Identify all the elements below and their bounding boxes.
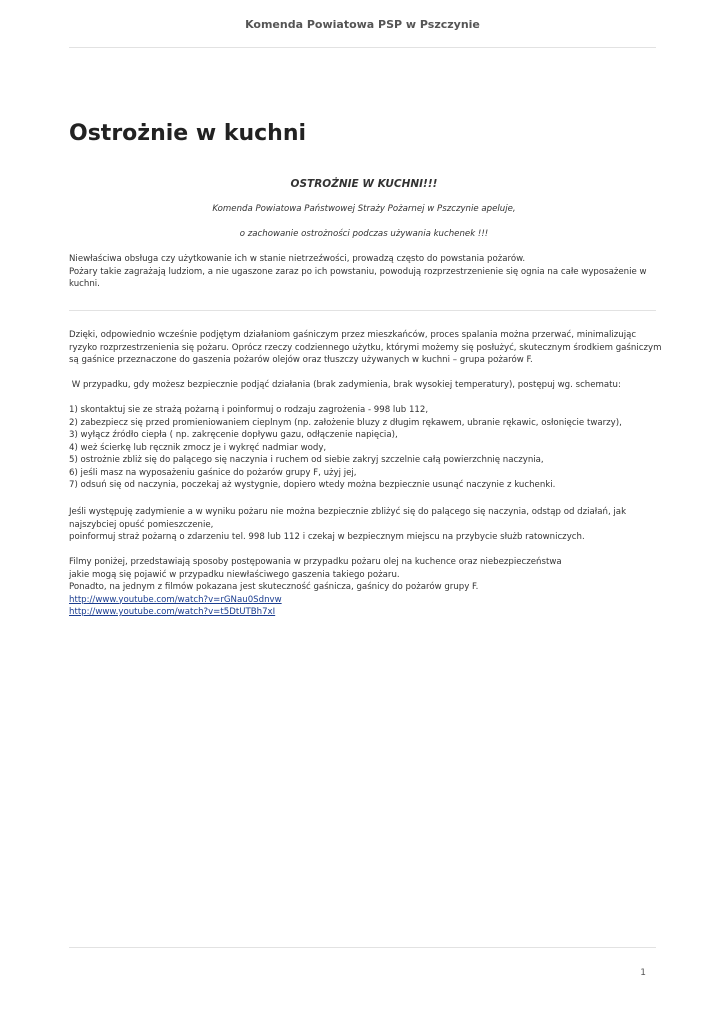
appeal-line-2: o zachowanie ostrożności podczas używania kuchenek !!!: [239, 229, 489, 239]
text-line: Jeśli występuję zadymienie a w wyniku pożaru nie można bezpiecznie zbliżyć się do palącego się naczynia, odstąp od działań, jak: [69, 507, 627, 517]
text-line: Niewłaściwa obsługa czy użytkowanie ich w stanie nietrzeźwości, prowadzą często do powstania pożarów.: [69, 254, 526, 264]
list-item: 7) odsuń się od naczynia, poczekaj aż wystygnie, dopiero wtedy można bezpiecznie usunąć naczynie z kuchenki.: [69, 480, 556, 490]
list-item: 5) ostrożnie zbliż się do palącego się naczynia i ruchem od siebie zakryj szczelnie całą powierzchnię naczynia,: [69, 455, 544, 465]
text-line: kuchni.: [69, 279, 100, 289]
steps-list: [69, 404, 659, 492]
text-line: poinformuj straż pożarną o zdarzeniu tel. 998 lub 112 i czekaj w bezpiecznym miejscu na przybycie służb ratowniczych.: [69, 532, 585, 542]
page-number: 1: [640, 968, 646, 978]
page-title: Ostrożnie w kuchni: [69, 121, 307, 146]
page-header: Komenda Powiatowa PSP w Pszczynie: [245, 18, 480, 31]
article-subtitle: OSTROŻNIE W KUCHNI!!!: [290, 178, 438, 190]
text-line: Pożary takie zagrażają ludziom, a nie ugaszone zaraz po ich powstaniu, powodują rozprzestrzenienie się ognia na całe wyposażenie w: [69, 266, 647, 277]
youtube-link-2[interactable]: http://www.youtube.com/watch?v=t5DtUTBh7xI: [69, 607, 276, 617]
list-item: 6) jeśli masz na wyposażeniu gaśnice do pożarów grupy F, użyj jej,: [69, 467, 357, 478]
extinguish-paragraph: [69, 329, 662, 367]
text-line: jakie mogą się pojawić w przypadku niewłaściwego gaszenia takiego pożaru.: [69, 569, 400, 580]
list-item: 3) wyłącz źródło ciepła ( np. zakręcenie dopływu gazu, odłączenie napięcia),: [69, 430, 398, 440]
videos-paragraph: [69, 556, 659, 619]
text-line: ryzyko rozprzestrzenienia się pożaru. Oprócz rzeczy codziennego użytku, którymi możemy się posłużyć, skutecznym środkiem gaśniczym: [69, 342, 662, 353]
text-line: Ponadto, na jednym z filmów pokazana jest skuteczność gaśnicza, gaśnicy do pożarów grupy F.: [69, 582, 479, 592]
procedure-intro: W przypadku, gdy możesz bezpiecznie podjąć działania (brak zadymienia, brak wysokiej temperatury), postępuj wg. schematu:: [69, 380, 621, 390]
text-line: są gaśnice przeznaczone do gaszenia pożarów olejów oraz tłuszczy używanych w kuchni – grupa pożarów F.: [69, 355, 533, 365]
header-divider: [69, 47, 656, 48]
text-line: Filmy poniżej, przedstawiają sposoby postępowania w przypadku pożaru olej na kuchence oraz niebezpieczeństwa: [69, 557, 562, 567]
intro-paragraph: [69, 253, 659, 291]
section-divider: [69, 310, 656, 311]
smoke-paragraph: [69, 506, 659, 544]
youtube-link-1[interactable]: http://www.youtube.com/watch?v=rGNau0Sdnvw: [69, 594, 282, 605]
appeal-line-1: Komenda Powiatowa Państwowej Straży Pożarnej w Pszczynie apeluje,: [212, 204, 516, 214]
list-item: 2) zabezpiecz się przed promieniowaniem cieplnym (np. założenie bluzy z długim rękawem, ubranie rękawic, osłonięcie twarzy),: [69, 417, 622, 428]
list-item: 4) weż ścierkę lub ręcznik zmocz je i wykręć nadmiar wody,: [69, 442, 327, 453]
text-line: Dzięki, odpowiednio wcześnie podjętym działaniom gaśniczym przez mieszkańców, proces spalania można przerwać, minimalizując: [69, 330, 637, 340]
text-line: najszybciej opuść pomieszczenie,: [69, 519, 214, 530]
list-item: 1) skontaktuj sie ze strażą pożarną i poinformuj o rodzaju zagrożenia - 998 lub 112,: [69, 405, 429, 415]
footer-divider: [69, 947, 656, 948]
